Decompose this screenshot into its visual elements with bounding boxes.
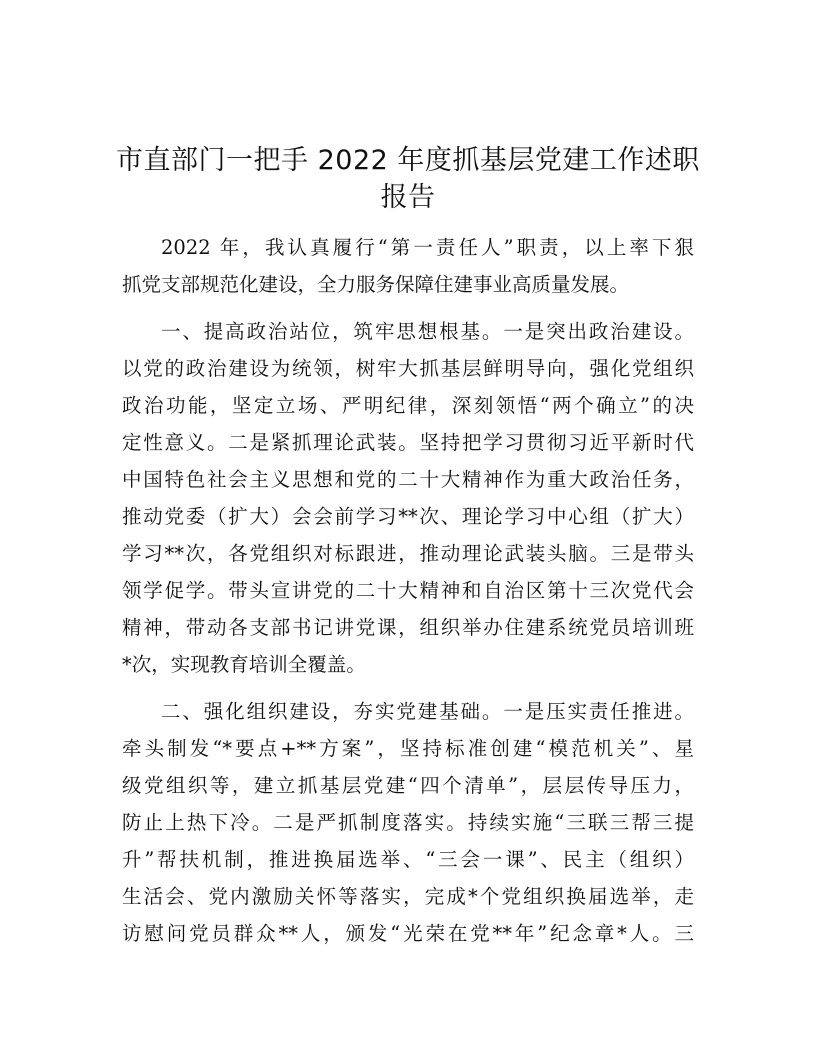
paragraph-line: 中国特色社会主义思想和党的二十大精神作为重大政治任务， (122, 468, 694, 491)
paragraph-line: *次，实现教育培训全覆盖。 (122, 653, 366, 676)
paragraph-line: 定性意义。二是紧抓理论武装。坚持把学习贯彻习近平新时代 (122, 431, 694, 454)
paragraph-line: 学习**次，各党组织对标跟进，推动理论武装头脑。三是带头 (122, 542, 694, 565)
paragraph-line: 二、强化组织建设，夯实党建基础。一是压实责任推进。 (161, 700, 694, 723)
paragraph-line: 2022 年，我认真履行“第一责任人”职责，以上率下狠 (161, 236, 694, 259)
document-title-continued: 报告 (380, 182, 436, 213)
paragraph-line: 级党组织等，建立抓基层党建“四个清单”，层层传导压力， (122, 774, 694, 797)
paragraph-line: 政治功能，坚定立场、严明纪律，深刻领悟“两个确立”的决 (122, 394, 694, 417)
paragraph-line: 一、提高政治站位，筑牢思想根基。一是突出政治建设。 (161, 320, 694, 343)
paragraph-line: 推动党委（扩大）会会前学习**次、理论学习中心组（扩大） (122, 505, 694, 528)
paragraph-line: 升”帮扶机制，推进换届选举、“三会一课”、民主（组织） (122, 848, 694, 871)
paragraph-line: 以党的政治建设为统领，树牢大抓基层鲜明导向，强化党组织 (122, 357, 694, 380)
paragraph-line: 领学促学。带头宣讲党的二十大精神和自治区第十三次党代会 (122, 579, 694, 602)
paragraph-line: 牵头制发“*要点+**方案”，坚持标准创建“模范机关”、星 (122, 737, 694, 760)
paragraph-line: 抓党支部规范化建设，全力服务保障住建事业高质量发展。 (122, 273, 630, 296)
paragraph-line: 防止上热下冷。二是严抓制度落实。持续实施“三联三帮三提 (122, 811, 694, 834)
document-title: 市直部门一把手 2022 年度抓基层党建工作述职 (116, 145, 700, 176)
paragraph-line: 精神，带动各支部书记讲党课，组织举办住建系统党员培训班 (122, 616, 694, 639)
paragraph-line: 访慰问党员群众**人，颁发“光荣在党**年”纪念章*人。三 (122, 922, 694, 945)
paragraph-line: 生活会、党内激励关怀等落实，完成*个党组织换届选举，走 (122, 885, 694, 908)
